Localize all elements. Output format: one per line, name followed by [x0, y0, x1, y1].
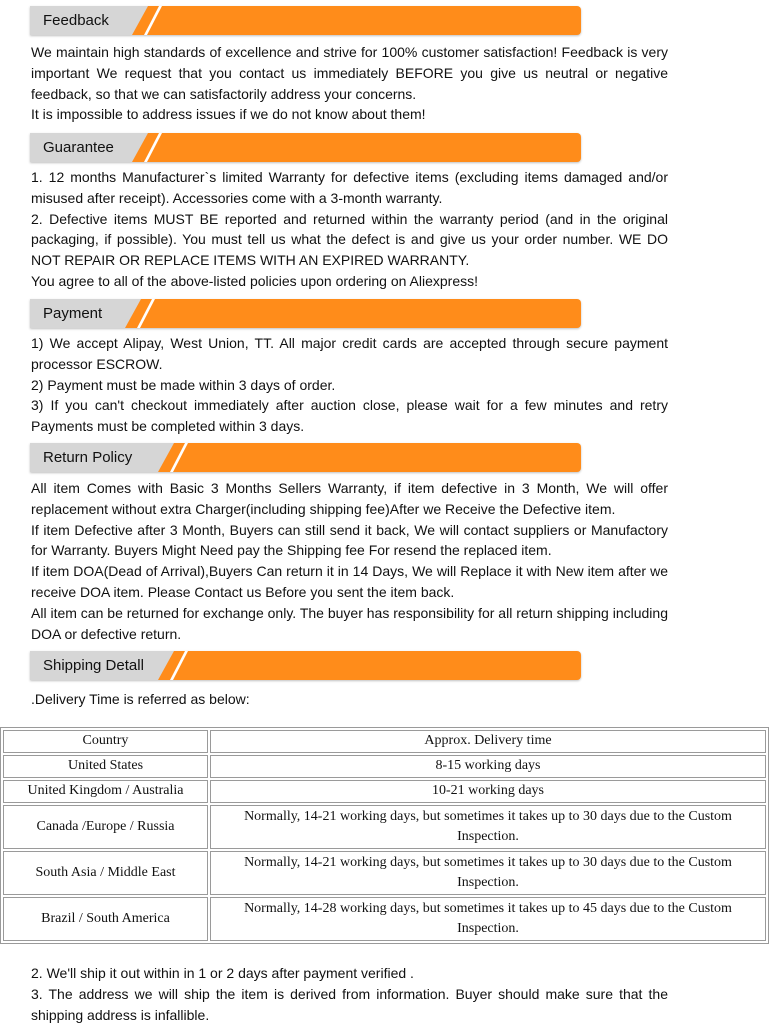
header-delivery-time: Approx. Delivery time: [210, 730, 766, 753]
payment-header: [30, 299, 581, 328]
return-policy-title: Return Policy: [43, 449, 133, 466]
country-cell: United States: [3, 755, 208, 778]
guarantee-line: 2. Defective items MUST BE reported and returned within the warranty period (and in the original packaging, if possible). You must tell us what the defect is and give us your order number. WE DO NOT REPAIR OR REPLACE ITEMS WITH AN EXPIRED WARRANTY.: [31, 210, 668, 269]
delivery-time-cell: Normally, 14-21 working days, but sometimes it takes up to 30 days due to the Custom Inspection.: [210, 851, 766, 895]
country-cell: Brazil / South America: [3, 897, 208, 941]
shipping-header: [30, 651, 581, 680]
shipping-title: Shipping Detall: [43, 657, 144, 674]
guarantee-line: 1. 12 months Manufacturer`s limited Warranty for defective items (excluding items damaged and/or misused after receipt). Accessories come with a 3-month warranty.: [31, 169, 668, 206]
return-policy-line: If item Defective after 3 Month, Buyers can still send it back, We will contact suppliers or Manufactory for Warranty. Buyers Might Need pay the Shipping fee For resend the replaced item.: [31, 521, 668, 559]
feedback-line: We maintain high standards of excellence and strive for 100% customer satisfaction! Feedback is very important We request that you contact us immediately BEFORE you give us neutral or negative feedback, so that we can satisfactorily address your concerns.: [31, 44, 668, 102]
guarantee-text: [31, 167, 668, 292]
table-row: [3, 755, 766, 778]
shipping-note: 2. We'll ship it out within in 1 or 2 days after payment verified .: [31, 965, 414, 981]
header-country: Country: [3, 730, 208, 753]
table-row: [3, 805, 766, 849]
country-cell: United Kingdom / Australia: [3, 780, 208, 803]
shipping-intro: [31, 689, 668, 710]
table-header-row: [3, 730, 766, 753]
feedback-header: [30, 6, 581, 35]
payment-line: 3) If you can't checkout immediately after auction close, please wait for a few minutes and retry Payments must be completed within 3 days.: [31, 397, 668, 435]
country-cell: South Asia / Middle East: [3, 851, 208, 895]
feedback-title: Feedback: [43, 12, 109, 29]
delivery-time-cell: Normally, 14-21 working days, but sometimes it takes up to 30 days due to the Custom Inspection.: [210, 805, 766, 849]
guarantee-line: You agree to all of the above-listed policies upon ordering on Aliexpress!: [31, 272, 478, 289]
payment-text: [31, 333, 668, 437]
payment-title: Payment: [43, 305, 103, 322]
return-policy-header: [30, 443, 581, 472]
return-policy-line: All item Comes with Basic 3 Months Sellers Warranty, if item defective in 3 Month, We will offer replacement without extra Charger(including shipping fee)After we Receive the Defective item.: [31, 480, 668, 517]
return-policy-line: If item DOA(Dead of Arrival),Buyers Can return it in 14 Days, We will Replace it with New item after we receive DOA item. Please Contact us Before you sent the item back.: [31, 563, 668, 600]
delivery-time-cell: 8-15 working days: [210, 755, 766, 778]
delivery-time-cell: Normally, 14-28 working days, but sometimes it takes up to 45 days due to the Custom Inspection.: [210, 897, 766, 941]
return-policy-text: [31, 478, 668, 644]
table-row: [3, 897, 766, 941]
delivery-time-table: [0, 727, 769, 944]
return-policy-line: All item can be returned for exchange only. The buyer has responsibility for all return shipping including DOA or defective return.: [31, 604, 668, 642]
country-cell: Canada /Europe / Russia: [3, 805, 208, 849]
delivery-time-cell: 10-21 working days: [210, 780, 766, 803]
table-row: [3, 780, 766, 803]
feedback-line: It is impossible to address issues if we do not know about them!: [31, 106, 426, 123]
table-row: [3, 851, 766, 895]
payment-line: 2) Payment must be made within 3 days of order.: [31, 376, 336, 393]
payment-line: 1) We accept Alipay, West Union, TT. All major credit cards are accepted through secure payment processor ESCROW.: [31, 335, 668, 372]
shipping-note: 3. The address we will ship the item is derived from information. Buyer should make sure that the shipping address is infallible.: [31, 985, 668, 1023]
feedback-text: [31, 42, 668, 125]
guarantee-header: [30, 133, 581, 162]
shipping-intro-text: .Delivery Time is referred as below:: [31, 691, 250, 707]
guarantee-title: Guarantee: [43, 139, 114, 156]
shipping-notes: [31, 963, 668, 1025]
